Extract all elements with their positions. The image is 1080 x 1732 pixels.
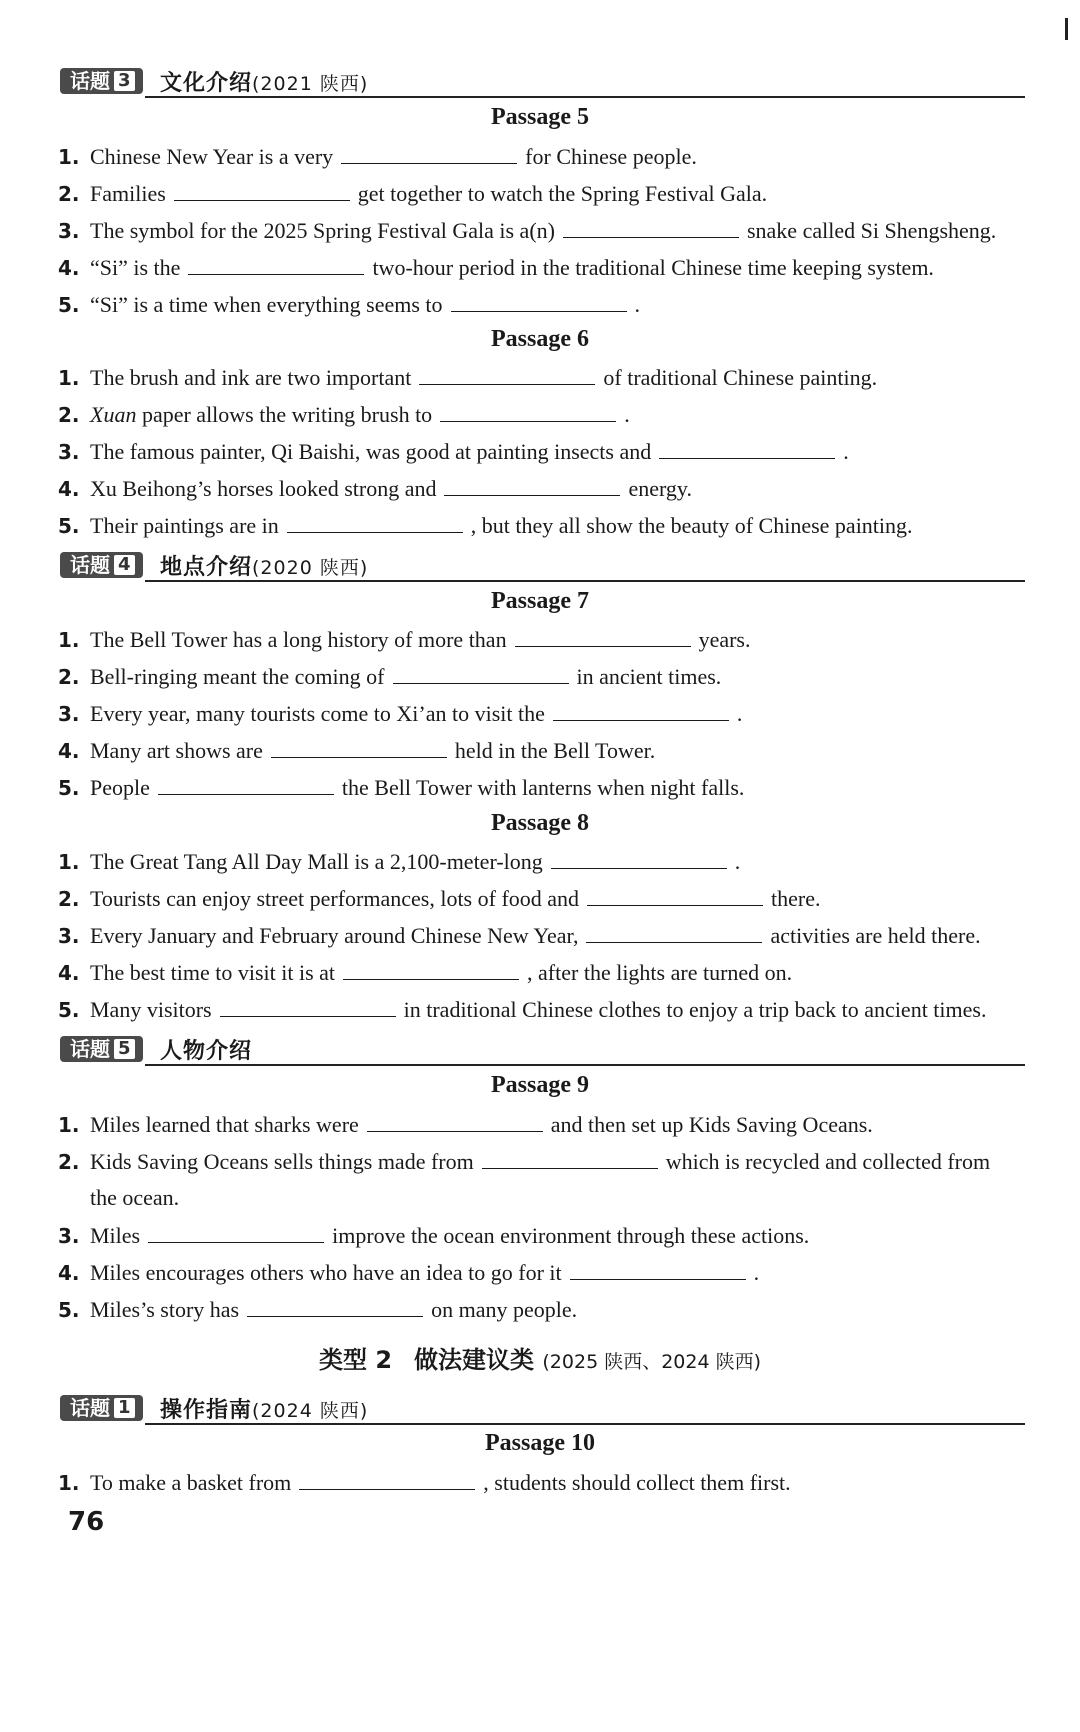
topic-header-1 bbox=[60, 1393, 1025, 1427]
question-p9-5 bbox=[58, 1294, 1028, 1325]
topic-rule bbox=[145, 580, 1025, 582]
question-text: The Bell Tower has a long history of more than bbox=[90, 627, 507, 652]
topic-rule bbox=[145, 1064, 1025, 1066]
question-text: energy. bbox=[628, 476, 692, 501]
question-text: . bbox=[843, 439, 849, 464]
question-p9-2 bbox=[58, 1146, 1028, 1177]
question-text: there. bbox=[771, 886, 821, 911]
question-text: “Si” is the bbox=[90, 255, 181, 280]
question-number: 5. bbox=[58, 998, 80, 1022]
answer-blank[interactable] bbox=[174, 178, 350, 201]
question-text: People bbox=[90, 775, 150, 800]
passage-title-10: Passage 10 bbox=[485, 1430, 595, 1456]
question-text: the Bell Tower with lanterns when night falls. bbox=[341, 775, 745, 800]
question-text: Miles’s story has bbox=[90, 1297, 240, 1322]
answer-blank[interactable] bbox=[367, 1109, 543, 1132]
question-text: which is recycled and collected from bbox=[665, 1149, 991, 1174]
topic-badge bbox=[60, 552, 143, 578]
question-number: 1. bbox=[58, 145, 80, 169]
passage-title-6: Passage 6 bbox=[491, 326, 589, 352]
answer-blank[interactable] bbox=[659, 436, 835, 459]
question-text: , after the lights are turned on. bbox=[527, 960, 793, 985]
topic-title bbox=[160, 1393, 368, 1424]
topic-year: (2024 陕西) bbox=[252, 1400, 369, 1422]
answer-blank[interactable] bbox=[553, 698, 729, 721]
question-text: , but they all show the beauty of Chinese painting. bbox=[470, 513, 913, 538]
question-number: 1. bbox=[58, 1113, 80, 1137]
answer-blank[interactable] bbox=[299, 1467, 475, 1490]
question-number: 2. bbox=[58, 887, 80, 911]
corner-mark bbox=[1065, 18, 1068, 40]
question-text: “Si” is a time when everything seems to bbox=[90, 292, 443, 317]
type-header bbox=[0, 1340, 1080, 1375]
question-text: in traditional Chinese clothes to enjoy a trip back to ancient times. bbox=[403, 997, 987, 1022]
question-number: 5. bbox=[58, 514, 80, 538]
type-title: 做法建议类 bbox=[414, 1346, 535, 1374]
topic-year: (2020 陕西) bbox=[252, 557, 369, 579]
question-p7-1 bbox=[58, 624, 1028, 655]
answer-blank[interactable] bbox=[247, 1294, 423, 1317]
question-text: To make a basket from bbox=[90, 1470, 292, 1495]
type-label: 类型 2 bbox=[318, 1346, 393, 1374]
passage-title-9: Passage 9 bbox=[491, 1072, 589, 1098]
question-text: the ocean. bbox=[90, 1185, 180, 1210]
question-text: . bbox=[634, 292, 641, 317]
topic-header-5 bbox=[60, 1034, 1025, 1068]
answer-blank[interactable] bbox=[570, 1257, 746, 1280]
question-number: 5. bbox=[58, 776, 80, 800]
question-text: years. bbox=[698, 627, 751, 652]
topic-badge-label: 话题 bbox=[70, 1037, 110, 1061]
question-number: 1. bbox=[58, 1471, 80, 1495]
question-text: Every January and February around Chinese New Year, bbox=[90, 923, 579, 948]
question-number: 3. bbox=[58, 219, 80, 243]
question-p5-5 bbox=[58, 289, 1028, 320]
type-year: (2025 陕西、2024 陕西) bbox=[542, 1351, 762, 1373]
question-text: on many people. bbox=[431, 1297, 578, 1322]
question-p5-4 bbox=[58, 252, 1028, 283]
question-p5-3 bbox=[58, 215, 1028, 246]
topic-badge-number: 1 bbox=[114, 1398, 135, 1418]
question-p6-2 bbox=[58, 399, 1028, 430]
question-text: , students should collect them first. bbox=[483, 1470, 791, 1495]
question-number: 1. bbox=[58, 628, 80, 652]
passage-title-5: Passage 5 bbox=[491, 104, 589, 130]
answer-blank[interactable] bbox=[220, 994, 396, 1017]
question-p9-3 bbox=[58, 1220, 1028, 1251]
question-text: Kids Saving Oceans sells things made from bbox=[90, 1149, 474, 1174]
topic-badge-number: 5 bbox=[114, 1039, 135, 1059]
question-text: and then set up Kids Saving Oceans. bbox=[550, 1112, 873, 1137]
question-p7-3 bbox=[58, 698, 1028, 729]
question-text: . bbox=[734, 849, 741, 874]
question-p6-5 bbox=[58, 510, 1028, 541]
answer-blank[interactable] bbox=[393, 661, 569, 684]
question-p8-2 bbox=[58, 883, 1028, 914]
topic-title bbox=[160, 1034, 252, 1065]
question-number: 5. bbox=[58, 293, 80, 317]
question-number: 2. bbox=[58, 665, 80, 689]
answer-blank[interactable] bbox=[440, 399, 616, 422]
question-text: . bbox=[624, 402, 630, 427]
question-text: The Great Tang All Day Mall is a 2,100-meter-long bbox=[90, 849, 543, 874]
topic-title bbox=[160, 66, 368, 97]
topic-badge-number: 4 bbox=[114, 555, 135, 575]
topic-badge-label: 话题 bbox=[70, 69, 110, 93]
topic-badge-label: 话题 bbox=[70, 553, 110, 577]
question-text: get together to watch the Spring Festival Gala. bbox=[357, 181, 768, 206]
answer-blank[interactable] bbox=[419, 362, 595, 385]
question-number: 4. bbox=[58, 256, 80, 280]
question-text: Many art shows are bbox=[90, 738, 263, 763]
answer-blank[interactable] bbox=[271, 735, 447, 758]
answer-blank[interactable] bbox=[188, 252, 364, 275]
question-text: improve the ocean environment through these actions. bbox=[332, 1223, 810, 1248]
question-text: The famous painter, Qi Baishi, was good at painting insects and bbox=[90, 439, 652, 464]
question-number: 3. bbox=[58, 440, 80, 464]
topic-badge bbox=[60, 1036, 143, 1062]
answer-blank[interactable] bbox=[444, 473, 620, 496]
question-text: Xu Beihong’s horses looked strong and bbox=[90, 476, 437, 501]
answer-blank[interactable] bbox=[587, 883, 763, 906]
question-number: 1. bbox=[58, 366, 80, 390]
question-text: Chinese New Year is a very bbox=[90, 144, 334, 169]
question-number: 3. bbox=[58, 1224, 80, 1248]
question-text: Tourists can enjoy street performances, lots of food and bbox=[90, 886, 580, 911]
question-text: of traditional Chinese painting. bbox=[603, 365, 878, 390]
answer-blank[interactable] bbox=[158, 772, 334, 795]
question-number: 1. bbox=[58, 850, 80, 874]
answer-blank[interactable] bbox=[515, 624, 691, 647]
question-p5-2 bbox=[58, 178, 1028, 209]
answer-blank[interactable] bbox=[551, 846, 727, 869]
topic-header-4 bbox=[60, 550, 1025, 584]
question-text: . bbox=[736, 701, 743, 726]
question-p9-4 bbox=[58, 1257, 1028, 1288]
question-text: Miles encourages others who have an idea to go for it bbox=[90, 1260, 562, 1285]
answer-blank[interactable] bbox=[586, 920, 762, 943]
question-p7-5 bbox=[58, 772, 1028, 803]
question-number: 4. bbox=[58, 477, 80, 501]
question-p9-1 bbox=[58, 1109, 1028, 1140]
passage-title-7: Passage 7 bbox=[491, 588, 589, 614]
topic-title-text: 操作指南 bbox=[160, 1398, 253, 1423]
answer-blank[interactable] bbox=[287, 510, 463, 533]
question-p10-1 bbox=[58, 1467, 1028, 1498]
question-text-italic: Xuan bbox=[90, 402, 137, 427]
answer-blank[interactable] bbox=[341, 141, 517, 164]
question-p8-5 bbox=[58, 994, 1028, 1025]
question-text: Many visitors bbox=[90, 997, 212, 1022]
question-p7-2 bbox=[58, 661, 1028, 692]
question-text: in ancient times. bbox=[576, 664, 722, 689]
question-text: The symbol for the 2025 Spring Festival Gala is a(n) bbox=[90, 218, 555, 243]
question-text: The brush and ink are two important bbox=[90, 365, 412, 390]
topic-badge-label: 话题 bbox=[70, 1396, 110, 1420]
question-p5-1 bbox=[58, 141, 1028, 172]
question-text: held in the Bell Tower. bbox=[454, 738, 656, 763]
answer-blank[interactable] bbox=[148, 1220, 324, 1243]
question-number: 4. bbox=[58, 961, 80, 985]
topic-header-3 bbox=[60, 66, 1025, 100]
topic-badge bbox=[60, 68, 143, 94]
topic-title-text: 地点介绍 bbox=[160, 555, 253, 580]
topic-badge bbox=[60, 1395, 143, 1421]
question-number: 4. bbox=[58, 739, 80, 763]
question-p6-1 bbox=[58, 362, 1028, 393]
page-number: 76 bbox=[68, 1507, 105, 1537]
topic-title-text: 文化介绍 bbox=[160, 71, 253, 96]
question-p8-3 bbox=[58, 920, 1028, 951]
question-text: . bbox=[753, 1260, 760, 1285]
question-number: 5. bbox=[58, 1298, 80, 1322]
question-text: Bell-ringing meant the coming of bbox=[90, 664, 385, 689]
answer-blank[interactable] bbox=[451, 289, 627, 312]
question-text: Families bbox=[90, 181, 166, 206]
question-text: Miles learned that sharks were bbox=[90, 1112, 359, 1137]
topic-rule bbox=[145, 1423, 1025, 1425]
question-text: activities are held there. bbox=[770, 923, 981, 948]
question-text: for Chinese people. bbox=[525, 144, 697, 169]
question-number: 2. bbox=[58, 1150, 80, 1174]
question-p9-2-continued bbox=[90, 1183, 1060, 1213]
question-p6-4 bbox=[58, 473, 1028, 504]
topic-badge-number: 3 bbox=[114, 71, 135, 91]
question-number: 4. bbox=[58, 1261, 80, 1285]
question-p8-4 bbox=[58, 957, 1028, 988]
topic-year: (2021 陕西) bbox=[252, 73, 369, 95]
question-text: Their paintings are in bbox=[90, 513, 279, 538]
question-text: two-hour period in the traditional Chinese time keeping system. bbox=[372, 255, 934, 280]
answer-blank[interactable] bbox=[563, 215, 739, 238]
topic-title bbox=[160, 550, 368, 581]
question-text: snake called Si Shengsheng. bbox=[746, 218, 997, 243]
question-p6-3 bbox=[58, 436, 1028, 467]
question-p8-1 bbox=[58, 846, 1028, 877]
question-text: Every year, many tourists come to Xi’an to visit the bbox=[90, 701, 545, 726]
question-number: 2. bbox=[58, 182, 80, 206]
question-text: Miles bbox=[90, 1223, 141, 1248]
question-number: 3. bbox=[58, 702, 80, 726]
topic-rule bbox=[145, 96, 1025, 98]
question-p7-4 bbox=[58, 735, 1028, 766]
answer-blank[interactable] bbox=[482, 1146, 658, 1169]
answer-blank[interactable] bbox=[343, 957, 519, 980]
question-text: The best time to visit it is at bbox=[90, 960, 336, 985]
question-number: 3. bbox=[58, 924, 80, 948]
question-text: paper allows the writing brush to bbox=[136, 402, 433, 427]
passage-title-8: Passage 8 bbox=[491, 810, 589, 836]
topic-title-text: 人物介绍 bbox=[160, 1039, 253, 1064]
question-number: 2. bbox=[58, 403, 80, 427]
